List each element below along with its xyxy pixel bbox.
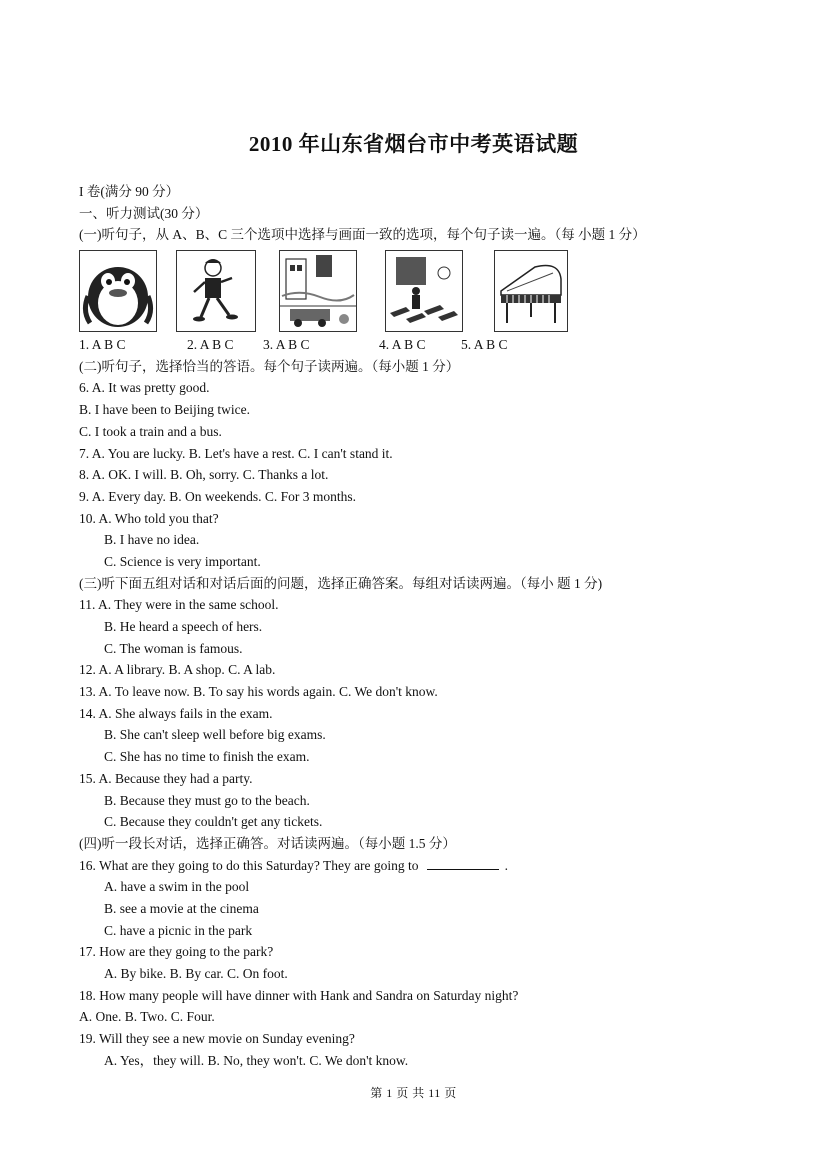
question-14: 14. A. She always fails in the exam. <box>79 705 273 721</box>
exam-content <box>79 181 759 1071</box>
question-11: 11. A. They were in the same school. <box>79 597 279 613</box>
question-6-option-c: C. I took a train and a bus. <box>79 423 222 439</box>
question-19: 19. Will they see a new movie on Sunday evening? <box>79 1031 355 1047</box>
crosswalk-picture <box>385 250 463 332</box>
question-13: 13. A. To leave now. B. To say his words again. C. We don't know. <box>79 684 438 700</box>
question-8: 8. A. OK. I will. B. Oh, sorry. C. Thanks a lot. <box>79 467 329 483</box>
page-footer: 第 1 页 共 11 页 <box>370 1086 457 1100</box>
picture-choices <box>79 334 759 356</box>
question-6-option-b: B. I have been to Beijing twice. <box>79 402 250 418</box>
boy-running-picture <box>176 250 256 332</box>
subsection-3-heading: (三)听下面五组对话和对话后面的问题，选择正确答案。每组对话读两遍。（每小 题 1 分) <box>79 575 603 591</box>
choice-5: 5. A B C <box>461 337 508 353</box>
answer-blank[interactable] <box>427 857 499 870</box>
question-16-period: . <box>504 857 508 873</box>
question-15-option-c: C. Because they couldn't get any tickets. <box>104 814 323 830</box>
question-14-option-c: C. She has no time to finish the exam. <box>104 749 310 765</box>
question-16-option-b: B. see a movie at the cinema <box>104 900 259 916</box>
subsection-4-heading: (四)听一段长对话，选择正确答。对话读两遍。（每小题 1.5 分） <box>79 835 456 851</box>
question-18-options: A. One. B. Two. C. Four. <box>79 1009 215 1025</box>
street-scene-picture <box>279 250 357 332</box>
question-14-option-b: B. She can't sleep well before big exams. <box>104 727 326 743</box>
piano-picture <box>494 250 568 332</box>
choice-4: 4. A B C <box>379 337 426 353</box>
question-16-text: 16. What are they going to do this Saturday? They are going to <box>79 857 419 873</box>
question-12: 12. A. A library. B. A shop. C. A lab. <box>79 662 276 678</box>
subsection-2-heading: (二)听句子，选择恰当的答语。每个句子读两遍。（每小题 1 分） <box>79 358 460 374</box>
question-19-options: A. Yes，they will. B. No, they won't. C. We don't know. <box>104 1052 409 1068</box>
question-15: 15. A. Because they had a party. <box>79 770 253 786</box>
question-10-option-c: C. Science is very important. <box>104 553 261 569</box>
question-10: 10. A. Who told you that? <box>79 510 219 526</box>
question-17: 17. How are they going to the park? <box>79 944 274 960</box>
question-15-option-b: B. Because they must go to the beach. <box>104 792 310 808</box>
choice-1: 1. A B C <box>79 337 126 353</box>
question-9: 9. A. Every day. B. On weekends. C. For 3 months. <box>79 488 356 504</box>
question-18: 18. How many people will have dinner with Hank and Sandra on Saturday night? <box>79 987 519 1003</box>
question-16-option-a: A. have a swim in the pool <box>104 879 250 895</box>
section-heading-listening: 一、听力测试(30 分） <box>79 205 209 221</box>
page-title: 2010 年山东省烟台市中考英语试题 <box>248 132 579 156</box>
penguin-picture <box>79 250 157 332</box>
question-6: 6. A. It was pretty good. <box>79 380 210 396</box>
picture-row <box>79 250 759 334</box>
question-11-option-b: B. He heard a speech of hers. <box>104 619 263 634</box>
question-17-options: A. By bike. B. By car. C. On foot. <box>104 966 288 981</box>
question-7: 7. A. You are lucky. B. Let's have a rest. C. I can't stand it. <box>79 445 393 461</box>
part-heading: I 卷(满分 90 分） <box>79 184 180 199</box>
question-16-option-c: C. have a picnic in the park <box>104 922 253 938</box>
subsection-1-heading: (一)听句子，从 A、B、C 三个选项中选择与画面一致的选项，每个句子读一遍。（每 小题 1 分） <box>79 227 646 243</box>
choice-2: 2. A B C <box>187 337 234 353</box>
question-16 <box>79 855 759 877</box>
question-10-option-b: B. I have no idea. <box>104 532 200 548</box>
choice-3: 3. A B C <box>263 337 310 353</box>
question-11-option-c: C. The woman is famous. <box>104 640 243 656</box>
